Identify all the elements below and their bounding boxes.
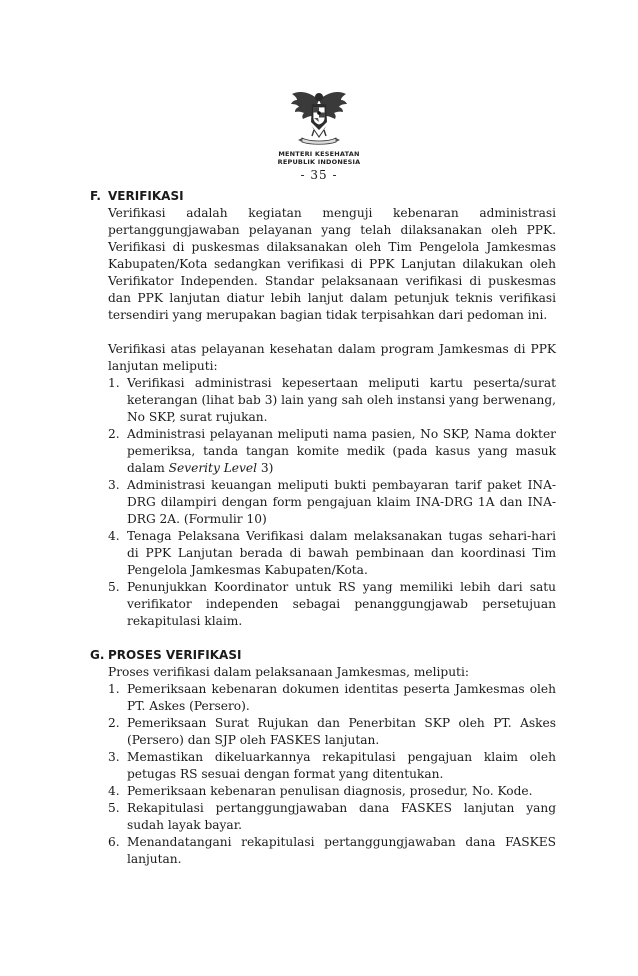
section-f-title: VERIFIKASI bbox=[108, 189, 184, 203]
document-body bbox=[90, 188, 556, 868]
list-item: 6. Menandatangani rekapitulasi pertanggungjawaban dana FASKES lanjutan. bbox=[108, 835, 556, 866]
section-g-intro: Proses verifikasi dalam pelaksanaan Jamkesmas, meliputi: bbox=[108, 665, 469, 679]
letterhead-line-1: MENTERI KESEHATAN bbox=[278, 150, 360, 158]
letterhead bbox=[0, 86, 638, 182]
letterhead-line-2: REPUBLIK INDONESIA bbox=[277, 158, 361, 166]
section-g-heading bbox=[90, 647, 556, 664]
list-item: 5. Penunjukkan Koordinator untuk RS yang memiliki lebih dari satu verifikator independen sebagai penanggungjawab persetujuan rekapitulasi klaim. bbox=[108, 580, 556, 628]
list-item: 1. Pemeriksaan kebenaran dokumen identitas peserta Jamkesmas oleh PT. Askes (Persero). bbox=[108, 682, 556, 713]
list-item: 4. Tenaga Pelaksana Verifikasi dalam melaksanakan tugas sehari-hari di PPK Lanjutan berada di bawah pembinaan dan koordinasi Tim Pengelola Jamkesmas Kabupaten/Kota. bbox=[108, 529, 556, 577]
list-item: 3. Administrasi keuangan meliputi bukti pembayaran tarif paket INA-DRG dilampiri dengan form pengajuan klaim INA-DRG 1A dan INA-DRG 2A. (Formulir 10) bbox=[108, 478, 556, 526]
section-f-list bbox=[90, 375, 556, 630]
list-item: 2. Administrasi pelayanan meliputi nama pasien, No SKP, Nama dokter pemeriksa, tanda tangan komite medik (pada kasus yang masuk dalam Severity Level 3) bbox=[108, 427, 556, 475]
section-f-paragraph-2: Verifikasi atas pelayanan kesehatan dalam program Jamkesmas di PPK lanjutan meliputi: bbox=[108, 342, 556, 373]
section-g-letter: G. bbox=[90, 648, 105, 662]
list-item: 5. Rekapitulasi pertanggungjawaban dana FASKES lanjutan yang sudah layak bayar. bbox=[108, 801, 556, 832]
list-item: 3. Memastikan dikeluarkannya rekapitulasi pengajuan klaim oleh petugas RS sesuai dengan format yang ditentukan. bbox=[108, 750, 556, 781]
section-f-heading bbox=[90, 188, 556, 205]
page-number: - 35 - bbox=[300, 168, 338, 182]
section-f-paragraph-1: Verifikasi adalah kegiatan menguji kebenaran administrasi pertanggungjawaban pelayanan yang telah dilaksanakan oleh PPK. Verifikasi di puskesmas dilaksanakan oleh Tim Pengelola Jamkesmas Kabupaten/Kota sedangkan verifikasi di PPK Lanjutan dilakukan oleh Verifikator Independen. Standar pelaksanaan verifikasi di puskesmas dan PPK lanjutan diatur lebih lanjut dalam petunjuk teknis verifikasi tersendiri yang merupakan bagian tidak terpisahkan dari pedoman ini. bbox=[108, 206, 556, 322]
list-item: 1. Verifikasi administrasi kepesertaan meliputi kartu peserta/surat keterangan (lihat bab 3) lain yang sah oleh instansi yang berwenang, No SKP, surat rujukan. bbox=[108, 376, 556, 424]
section-f-letter: F. bbox=[90, 189, 101, 203]
garuda-emblem-icon bbox=[286, 86, 352, 148]
list-item: 2. Pemeriksaan Surat Rujukan dan Penerbitan SKP oleh PT. Askes (Persero) dan SJP oleh FASKES lanjutan. bbox=[108, 716, 556, 747]
section-g-list bbox=[90, 681, 556, 868]
list-item: 4. Pemeriksaan kebenaran penulisan diagnosis, prosedur, No. Kode. bbox=[108, 784, 533, 798]
section-g-title: PROSES VERIFIKASI bbox=[108, 648, 242, 662]
italic-term: Severity Level bbox=[168, 461, 258, 475]
